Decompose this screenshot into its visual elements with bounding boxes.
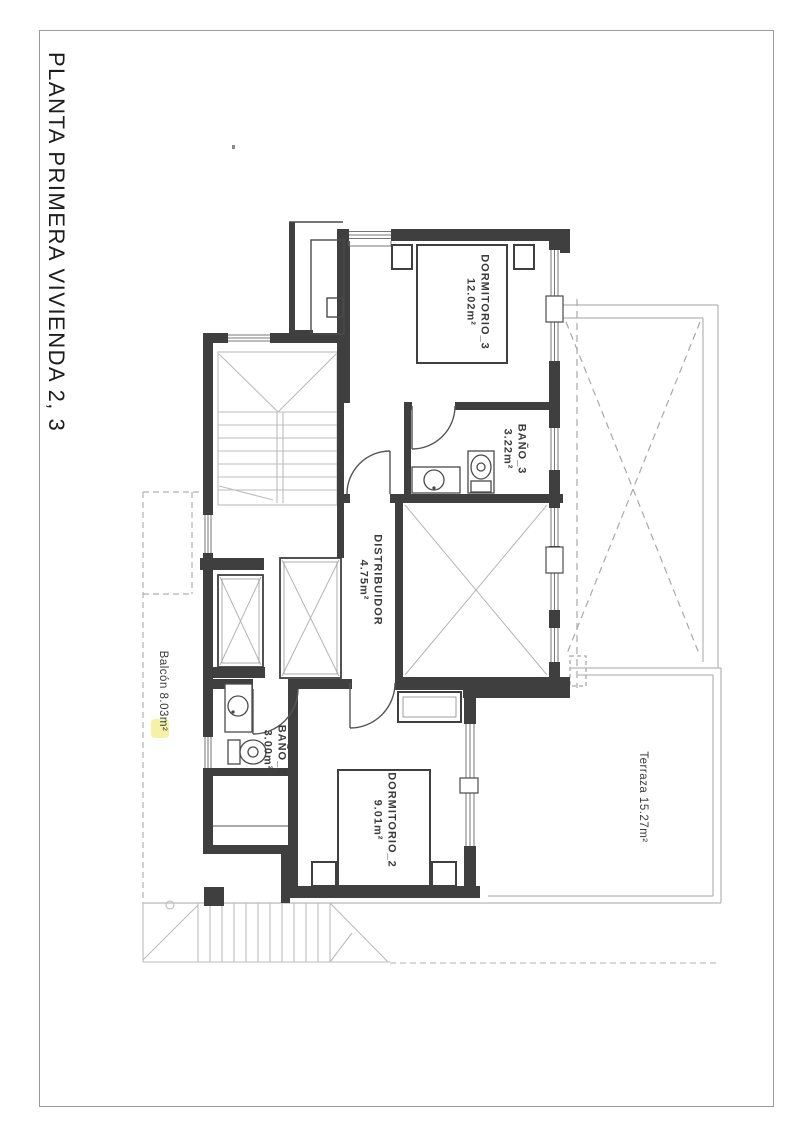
room-area: 3.22m² <box>501 428 513 470</box>
exterior-stairs <box>143 901 718 963</box>
terraza-label: Terraza 15.27m² <box>636 751 649 843</box>
staircase <box>218 352 337 505</box>
room-name: DISTRIBUIDOR <box>371 534 384 626</box>
door-bano3 <box>412 406 455 449</box>
reference-dot <box>232 145 235 149</box>
sink-bano3-icon <box>412 467 460 493</box>
room-area: 3.00m² <box>261 729 273 771</box>
door-hall <box>347 451 390 494</box>
toilet-bano3-icon <box>468 451 494 493</box>
room-name: DORMITORIO_2 <box>385 772 398 868</box>
plan-title: PLANTA PRIMERA VIVIENDA 2, 3 <box>44 52 69 433</box>
room-name: DORMITORIO_3 <box>478 254 491 350</box>
roof-dashed-area <box>562 299 718 688</box>
ventilation-shaft <box>289 222 344 334</box>
room-label-bano2 <box>260 725 289 776</box>
room-area: 4.75m² <box>357 559 369 601</box>
door-dormitorio2 <box>350 683 395 728</box>
balcony-dashed-outline <box>143 492 203 903</box>
balcon-label: Balcón 8.03m² <box>156 650 169 732</box>
room-label-dormitorio3 <box>463 254 492 350</box>
room-area: 12.02m² <box>464 278 476 326</box>
room-area: 9.01m² <box>371 799 383 841</box>
sink-bano2-icon <box>225 684 252 732</box>
room-label-dormitorio2 <box>370 772 399 868</box>
closet-dormitorio2-icon <box>398 692 461 722</box>
room-label-distribuidor <box>356 534 385 625</box>
door-openings <box>412 402 455 410</box>
room-name: BAÑO_2 <box>275 724 288 776</box>
room-label-bano3 <box>500 424 529 475</box>
room-name: BAÑO_3 <box>515 423 528 475</box>
